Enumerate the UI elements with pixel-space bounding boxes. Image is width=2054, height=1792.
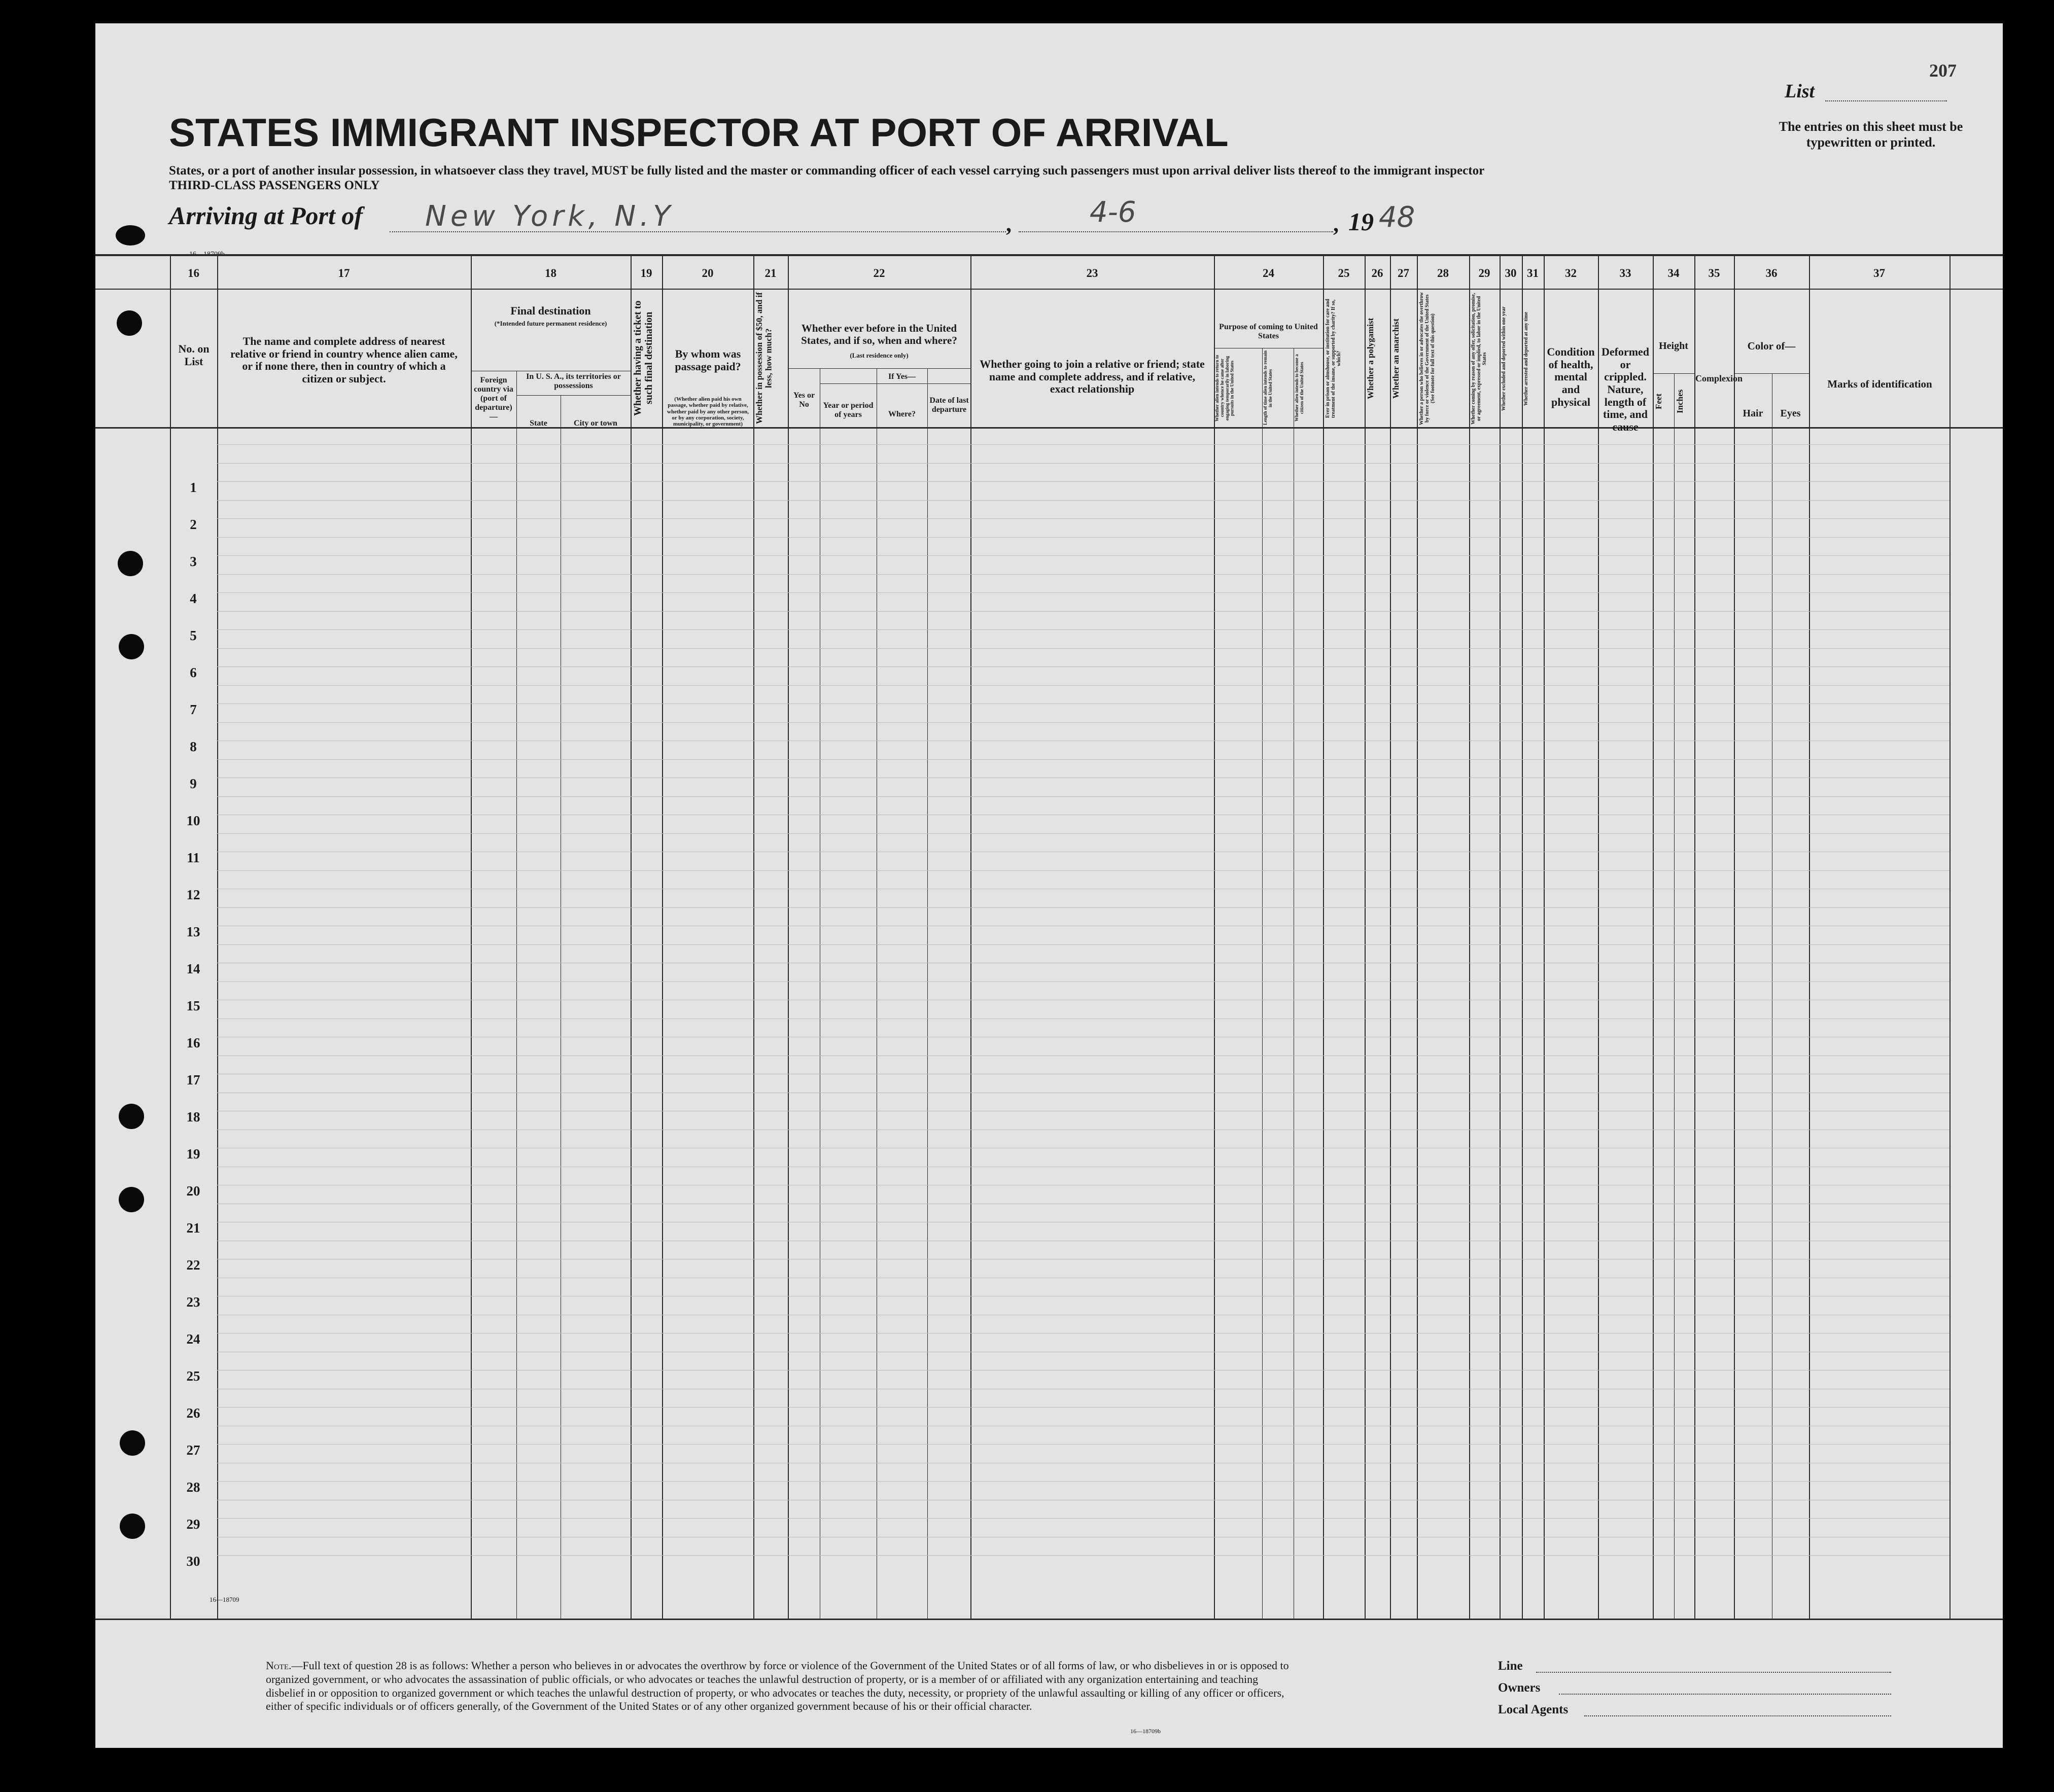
binder-hole <box>120 1430 145 1456</box>
header-polygamist: Whether a polygamist <box>1366 318 1375 400</box>
row-number: 11 <box>187 850 200 865</box>
row-number: 24 <box>186 1331 200 1347</box>
header-state: State <box>530 419 547 428</box>
header-marks: Marks of identification <box>1827 378 1932 390</box>
row-number: 19 <box>186 1146 200 1162</box>
header-if-yes: If Yes— <box>888 372 916 381</box>
header-yes-no: Yes or No <box>793 391 815 409</box>
row-rule <box>217 574 1949 575</box>
form-code-top: 16—18709b <box>189 251 225 258</box>
col-number-36: 36 <box>1765 267 1778 279</box>
row-rule <box>217 759 1949 760</box>
page-number: 207 <box>1929 60 1957 81</box>
row-rule <box>217 592 1949 593</box>
header-passage-note: (Whether alien paid his own passage, whether paid by relative, whether paid by any other person, or by any corporation, society, municipality, or government) <box>667 396 749 428</box>
header-ticket: Whether having a ticket to such final destination <box>632 300 654 416</box>
header-foreign-country: Foreign country via (port of departure)— <box>474 376 513 421</box>
col-number-24: 24 <box>1263 267 1274 279</box>
header-hair: Hair <box>1743 408 1763 419</box>
date-blank <box>1019 231 1333 232</box>
row-rule <box>217 518 1949 519</box>
header-height: Height <box>1659 340 1688 352</box>
row-number: 17 <box>186 1072 200 1087</box>
binder-hole <box>118 551 143 576</box>
line-blank <box>1536 1672 1891 1673</box>
binder-hole <box>119 1104 144 1129</box>
col-number-18: 18 <box>545 267 556 279</box>
entries-note: The entries on this sheet must be typewritten or printed. <box>1779 119 1963 150</box>
row-rule <box>217 870 1949 871</box>
row-rule <box>217 500 1949 501</box>
row-rule <box>217 1481 1949 1482</box>
row-number: 8 <box>190 739 197 754</box>
row-number: 30 <box>186 1554 200 1569</box>
header-feet: Feet <box>1654 393 1663 409</box>
row-rule <box>217 481 1949 482</box>
header-year-period: Year or period of years <box>823 401 874 419</box>
header-possession-50: Whether in possession of $50, and if less, how much? <box>754 292 774 424</box>
header-inches: Inches <box>1675 389 1685 413</box>
row-rule <box>217 463 1949 464</box>
date-value: 4-6 <box>1090 196 1136 229</box>
col-number-17: 17 <box>338 267 350 279</box>
header-offer-labor: Whether coming by reason of any offer, solicitation, promise, or agreement, expressed or implied, to labor in the United States <box>1471 293 1487 425</box>
row-rule <box>217 796 1949 797</box>
row-number: 7 <box>190 702 197 717</box>
row-number: 1 <box>190 480 197 495</box>
col-number-37: 37 <box>1873 267 1885 279</box>
col-number-28: 28 <box>1437 267 1449 279</box>
header-color-of: Color of— <box>1747 340 1796 352</box>
col-number-22: 22 <box>873 267 885 279</box>
binder-hole <box>116 225 145 245</box>
col-number-27: 27 <box>1398 267 1409 279</box>
row-number: 28 <box>186 1480 200 1495</box>
row-rule <box>217 944 1949 945</box>
row-rule <box>217 981 1949 982</box>
row-rule <box>217 1518 1949 1519</box>
binder-hole <box>117 310 142 336</box>
row-number: 26 <box>186 1406 200 1421</box>
row-number: 13 <box>186 924 200 939</box>
row-rule <box>217 722 1949 723</box>
row-number: 18 <box>186 1109 200 1125</box>
manifest-sheet: 207 List STATES IMMIGRANT INSPECTOR AT PORT OF ARRIVAL The entries on this sheet must be typewritten or printed. States, or a port of another insular possession, in whatsoever class they travel, MUST be fully listed and the master or commanding officer of each vessel carrying such passengers must upon arrival deliver lists thereof to the immigrant inspector THIRD-CLASS PASSENGERS ONLY Arriving at Port of New York, N.Y , 4-6 , 19 48 16—18709b 16 17 18 19 20 21 22 23 24 25 26 27 28 29 30 31 32 33 34 35 36 37 No. on List The name and complete address of nearest relative or friend in country whence alien came, or if none there, then in country of which a citizen or subject. Final destination (*Intended future permanent residence) Foreign country via (port of departure)— In U. S. A., its territories or possessions State City or town Whether having a ticket to such final destination By whom was passage paid? (Whether alien paid his own passage, whether paid by relative, whether paid by any other person, or by any corporation, society, municipality, or government) Whether in possession of $50, and if less, how much? Whether ever before in the United States, and if so, when and where? (Last residence only) If Yes— Yes or No Year or period of years Where? Date of last departure Whether going to join a relative or friend; state name and complete address, and if relative, exact relationship Purpose of coming to United States Whether alien intends to return to country whence he came after engaging temporarily in laboring pursuits in the United States Length of time alien intends to remain in the United States Whether alien intends to become a citizen of the United States Ever in prison or almshouse, or institution for care and treatment of the insane, or supported by charity? If so, which? Whether a polygamist Whether an anarchist Whether a person who believes in or advocates the overthrow by force or violence of the Government of the United States (See footnote for full text of this question) Whether coming by reason of any offer, solicitation, promise, or agreement, expressed or implied, to labor in the United States Whether excluded and deported within one year Whether arrested and deported at any time Condition of health, mental and physical Deformed or crippled. Nature, length of time, and cause Height Feet Inches Complexion Color of— Hair Eyes Marks of identification 1 2 3 4 5 6 7 8 9 10 11 12 13 14 15 16 17 18 19 20 21 22 23 24 25 26 27 28 29 30 16—18709 Note.—Full text of question 28 is as follows: Whether a person who believes in or advocates the overthrow by force or violence of the Government of the United States or of all forms of law, or who disbelieves in or is opposed to organized government, or who advocates the assassination of public officials, or who advocates or teaches the unlawful destruction of property, or is a member of or affiliated with any organization entertaining and teaching disbelief in or opposition to organized government or which teaches the unlawful destruction of property, or who advocates or teaches the duty, necessity, or propriety of the unlawful assaulting or killing of any officer or officers, either of specific individuals or of officers generally, of the Government of the United States or of any other organized government because of his or their official character. 16—18709b Line Owners Local Agents <box>95 23 2003 1748</box>
header-before-in-us: Whether ever before in the United States, and if so, when and where? <box>801 322 957 346</box>
row-number: 16 <box>186 1035 200 1050</box>
row-number: 10 <box>186 813 200 828</box>
year-prefix: 19 <box>1348 207 1374 236</box>
col-number-25: 25 <box>1338 267 1350 279</box>
row-rule <box>217 1444 1949 1445</box>
row-rule <box>217 611 1949 612</box>
header-anarchist: Whether an anarchist <box>1391 318 1401 399</box>
header-prison: Ever in prison or almshouse, or institution for care and treatment of the insane, or supported by charity? If so, which? <box>1325 299 1342 418</box>
binder-hole <box>119 634 144 659</box>
row-number: 14 <box>186 961 200 976</box>
col-number-30: 30 <box>1505 267 1517 279</box>
header-last-residence: (Last residence only) <box>850 352 909 359</box>
header-condition: Condition of health, mental and physical <box>1547 345 1595 408</box>
header-purpose-citizen: Whether alien intends to become a citizen of the United States <box>1294 354 1304 422</box>
footer-form-code: 16—18709b <box>1130 1728 1161 1735</box>
owners-label: Owners <box>1498 1681 1541 1695</box>
page-subtitle: States, or a port of another insular possession, in whatsoever class they travel, MUST be fully listed and the master or commanding officer of each vessel carrying such passengers must upon arrival deliver lists thereof to the immigrant inspector <box>169 164 1485 178</box>
footnote-label: Note. <box>266 1659 292 1672</box>
col-number-32: 32 <box>1565 267 1577 279</box>
port-value: New York, N.Y <box>425 200 675 233</box>
header-where: Where? <box>888 410 916 418</box>
row-number: 22 <box>186 1257 200 1273</box>
header-date-last-departure: Date of last departure <box>929 396 969 414</box>
row-number: 3 <box>190 554 197 569</box>
row-number: 2 <box>190 517 197 532</box>
row-number: 6 <box>190 665 197 680</box>
row-rule <box>217 907 1949 908</box>
row-rule <box>217 685 1949 686</box>
row-rule <box>217 1407 1949 1408</box>
row-rule <box>217 833 1949 834</box>
row-rule <box>217 666 1949 667</box>
col-number-34: 34 <box>1667 267 1680 279</box>
col-number-16: 16 <box>188 267 199 279</box>
header-passage-paid: By whom was passage paid? <box>675 347 741 373</box>
row-number: 29 <box>186 1517 200 1532</box>
footnote-text: —Full text of question 28 is as follows: Whether a person who believes in or advocates the overthrow by force or violence of the Government of the United States or of all forms of law, or who disbelieves in or is opposed to organized government, or who advocates the assassination of public officials, or who advocates or teaches the unlawful destruction of property, or is a member of or affiliated with any organization entertaining and teaching disbelief in or opposition to organized government or which teaches the unlawful destruction of property, or who advocates or teaches the duty, necessity, or propriety of the unlawful assaulting or killing of any officer or officers, either of specific individuals or of officers generally, of the Government of the United States or of any other organized government because of his or their official character. <box>266 1659 1289 1713</box>
header-overthrow: Whether a person who believes in or advocates the overthrow by force or violence of the Government of the United States (See footnote for full text of this question) <box>1419 292 1436 425</box>
col-number-23: 23 <box>1086 267 1098 279</box>
line-label: Line <box>1498 1659 1523 1673</box>
header-city: City or town <box>574 419 617 428</box>
agents-blank <box>1584 1715 1891 1716</box>
row-number: 20 <box>186 1183 200 1199</box>
footnote <box>266 1659 1296 1713</box>
row-rule <box>217 629 1949 630</box>
header-nearest-relative: The name and complete address of nearest relative or friend in country whence alien came, or if none there, then in country of which a citizen or subject. <box>230 335 458 385</box>
row-rule <box>217 1555 1949 1556</box>
row-number: 27 <box>186 1443 200 1458</box>
arriving-label: Arriving at Port of <box>169 201 363 230</box>
row-number: 9 <box>190 776 197 791</box>
row-number: 5 <box>190 628 197 643</box>
class-line: THIRD-CLASS PASSENGERS ONLY <box>169 179 380 192</box>
col-number-35: 35 <box>1708 267 1720 279</box>
header-eyes: Eyes <box>1780 408 1801 419</box>
binder-hole <box>120 1514 145 1539</box>
header-final-destination: Final destination <box>510 304 591 317</box>
col-number-31: 31 <box>1527 267 1539 279</box>
list-label: List <box>1785 81 1815 102</box>
header-deformed: Deformed or crippled. Nature, length of time, and cause <box>1601 345 1650 433</box>
row-number: 4 <box>190 591 197 606</box>
header-purpose: Purpose of coming to United States <box>1219 323 1318 340</box>
row-rule <box>217 444 1949 445</box>
row-number: 21 <box>186 1220 200 1236</box>
col-number-21: 21 <box>764 267 777 279</box>
row-rule <box>217 1018 1949 1019</box>
row-number: 23 <box>186 1294 200 1310</box>
col-number-33: 33 <box>1619 267 1631 279</box>
row-number: 15 <box>186 998 200 1013</box>
agents-label: Local Agents <box>1498 1703 1569 1716</box>
header-join-relative: Whether going to join a relative or friend; state name and complete address, and if relative, exact relationship <box>980 358 1205 396</box>
row-rule <box>217 555 1949 556</box>
row-rule <box>217 1370 1949 1371</box>
row-rule <box>217 648 1949 649</box>
col-number-20: 20 <box>702 267 714 279</box>
header-final-destination-note: (*Intended future permanent residence) <box>494 320 607 327</box>
header-arrested: Whether arrested and deported at any time <box>1523 311 1529 406</box>
row-number: 12 <box>186 887 200 902</box>
col-number-26: 26 <box>1371 267 1383 279</box>
page-title: STATES IMMIGRANT INSPECTOR AT PORT OF ARRIVAL <box>169 110 1229 155</box>
col-number-29: 29 <box>1478 267 1490 279</box>
year-value: 48 <box>1379 201 1415 234</box>
header-purpose-return: Whether alien intends to return to country whence he came after engaging temporarily in laboring pursuits in the United States <box>1214 355 1235 421</box>
header-in-usa: In U. S. A., its territories or possessions <box>526 372 621 390</box>
col-number-19: 19 <box>640 267 652 279</box>
row-number: 25 <box>186 1368 200 1384</box>
form-code-bottom: 16—18709 <box>210 1596 239 1603</box>
binder-hole <box>119 1187 144 1212</box>
header-excluded: Whether excluded and deported within one year <box>1501 306 1507 411</box>
owners-blank <box>1559 1694 1891 1695</box>
row-rule <box>217 537 1949 538</box>
header-complexion: Complexion <box>1695 373 1743 383</box>
list-blank <box>1825 100 1947 101</box>
header-purpose-length: Length of time alien intends to remain in the United States <box>1263 350 1273 426</box>
header-no-on-list: No. on List <box>178 342 210 368</box>
